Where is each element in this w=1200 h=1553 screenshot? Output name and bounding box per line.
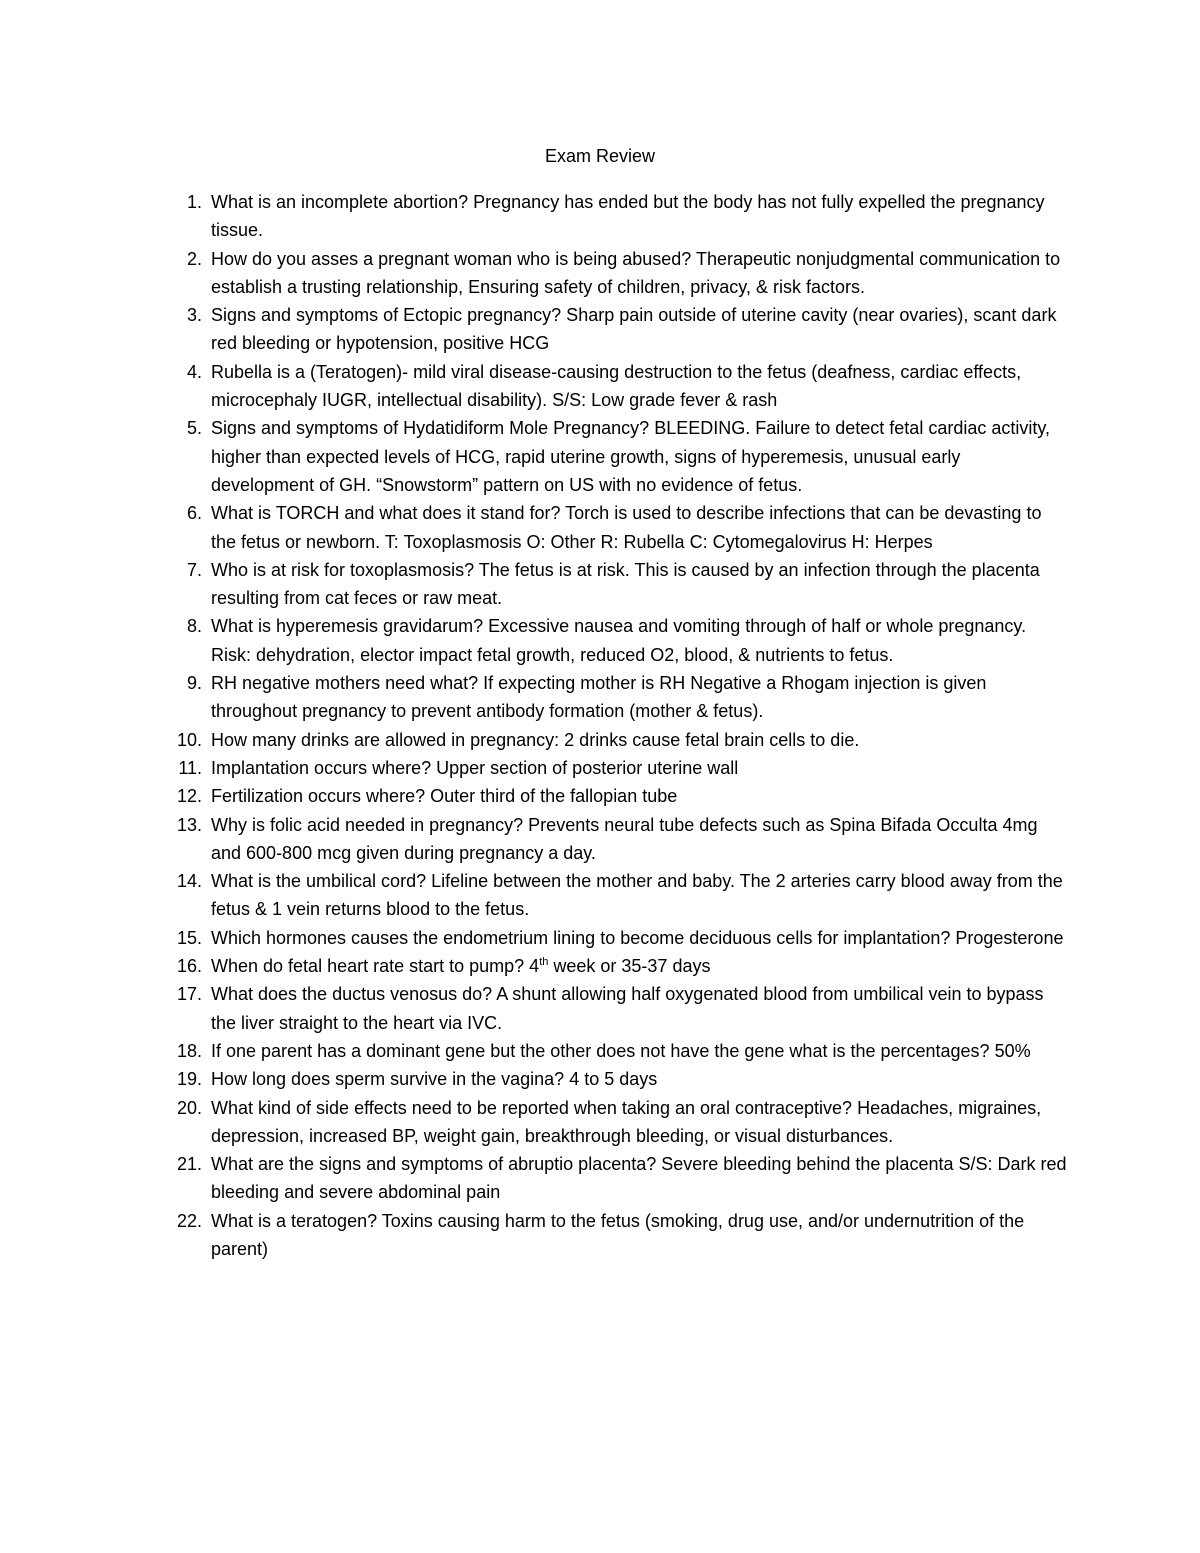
list-item-number: 22.: [176, 1210, 202, 1231]
list-item-text: What is an incomplete abortion? Pregnancy has ended but the body has not fully expelled the pregnancy tissue.: [211, 192, 1045, 241]
list-item: [168, 1094, 1068, 1151]
list-item-number: 1.: [186, 192, 202, 212]
list-item: [168, 1207, 1068, 1264]
list-item-number: 5.: [186, 418, 202, 439]
list-item-text-before: When do fetal heart rate start to pump? 4: [211, 956, 540, 977]
list-item-number: 20.: [176, 1097, 202, 1118]
list-item: [168, 612, 1068, 669]
list-item-text: How many drinks are allowed in pregnancy: 2 drinks cause fetal brain cells to die.: [211, 729, 860, 750]
list-item: [168, 358, 1068, 415]
list-item-text: What are the signs and symptoms of abruptio placenta? Severe bleeding behind the placenta S/S: Dark red bleeding and severe abdominal pain: [211, 1154, 1067, 1203]
list-item-text: How do you asses a pregnant woman who is being abused? Therapeutic nonjudgmental communication to establish a trusting relationship, Ensuring safety of children, privacy, & risk factors.: [211, 248, 1061, 297]
list-item: [168, 1037, 1068, 1065]
list-item-text: What is hyperemesis gravidarum? Excessive nausea and vomiting through of half or whole pregnancy. Risk: dehydration, elector impact fetal growth, reduced O2, blood, & nutrients to fetus.: [211, 616, 1027, 665]
list-item-number: 4.: [186, 361, 202, 382]
list-item-number: 12.: [176, 786, 202, 807]
list-item: [168, 188, 1068, 245]
list-item-number: 14.: [176, 871, 202, 892]
list-item-number: 15.: [176, 927, 202, 948]
list-item: [168, 669, 1068, 726]
list-item-text: Fertilization occurs where? Outer third of the fallopian tube: [211, 786, 678, 807]
page-title: Exam Review: [544, 146, 656, 166]
list-item: [168, 952, 1068, 980]
list-item: [168, 811, 1068, 868]
list-item-text: Who is at risk for toxoplasmosis? The fetus is at risk. This is caused by an infection through the placenta resulting from cat feces or raw meat.: [211, 559, 1040, 609]
list-item-number: 18.: [176, 1040, 202, 1061]
list-item-text: Rubella is a (Teratogen)- mild viral disease-causing destruction to the fetus (deafness, cardiac effects, microcephaly IUGR, intellectual disability). S/S: Low grade fever & rash: [211, 361, 1022, 411]
list-item-text-after: week or 35-37 days: [548, 956, 711, 977]
list-item: [168, 924, 1068, 952]
list-item-number: 13.: [176, 814, 202, 835]
list-item-text: RH negative mothers need what? If expecting mother is RH Negative a Rhogam injection is given throughout pregnancy to prevent antibody formation (mother & fetus).: [211, 673, 987, 722]
list-item: [168, 1065, 1068, 1093]
list-item: [168, 754, 1068, 782]
list-item-text: Which hormones causes the endometrium lining to become deciduous cells for implantation? Progesterone: [211, 927, 1064, 948]
list-item: [168, 556, 1068, 613]
list-item: [168, 414, 1068, 499]
list-item-text: What kind of side effects need to be reported when taking an oral contraceptive? Headaches, migraines, depression, increased BP, weight gain, breakthrough bleeding, or visual disturbances.: [211, 1097, 1042, 1146]
list-item-number: 16.: [176, 956, 202, 977]
list-item-number: 7.: [186, 559, 202, 580]
list-item: [168, 301, 1068, 358]
list-item: [168, 782, 1068, 810]
list-item: [168, 245, 1068, 302]
list-item-text: Why is folic acid needed in pregnancy? Prevents neural tube defects such as Spina Bifada Occulta 4mg and 600-800 mcg given during pregnancy a day.: [211, 814, 1038, 863]
list-item-number: 3.: [186, 305, 202, 326]
list-item-text: What is the umbilical cord? Lifeline between the mother and baby. The 2 arteries carry blood away from the fetus & 1 vein returns blood to the fetus.: [211, 871, 1063, 920]
list-item-number: 2.: [186, 248, 202, 269]
list-item-number: 9.: [186, 673, 202, 694]
list-item-text: Implantation occurs where? Upper section of posterior uterine wall: [211, 757, 739, 778]
list-item-number: 10.: [176, 729, 202, 750]
list-item-text: What does the ductus venosus do? A shunt allowing half oxygenated blood from umbilical vein to bypass the liver straight to the heart via IVC.: [211, 984, 1044, 1033]
list-item: [168, 726, 1068, 754]
list-item-number: 21.: [176, 1154, 202, 1175]
list-item: [168, 1150, 1068, 1207]
list-item-number: 8.: [186, 616, 202, 637]
list-item: [168, 980, 1068, 1037]
list-item-number: 6.: [186, 503, 202, 524]
list-item: [168, 867, 1068, 924]
list-item-text: What is a teratogen? Toxins causing harm to the fetus (smoking, drug use, and/or undernutrition of the parent): [211, 1210, 1025, 1259]
list-item-text: Signs and symptoms of Hydatidiform Mole Pregnancy? BLEEDING. Failure to detect fetal cardiac activity, higher than expected levels of HCG, rapid uterine growth, signs of hyperemesis, unusual early development of GH. “Snowstorm” pattern on US with no evidence of fetus.: [211, 418, 1051, 495]
list-item: [168, 499, 1068, 556]
list-item-number: 19.: [176, 1069, 202, 1090]
list-item-text: If one parent has a dominant gene but the other does not have the gene what is the percentages? 50%: [211, 1040, 1031, 1061]
list-item-text: [202, 952, 1068, 980]
list-item-text: What is TORCH and what does it stand for? Torch is used to describe infections that can be devasting to the fetus or newborn. T: Toxoplasmosis O: Other R: Rubella C: Cytomegalovirus H: Herpes: [211, 503, 1042, 552]
ordinal-suffix: th: [539, 956, 549, 969]
list-item-text: Signs and symptoms of Ectopic pregnancy? Sharp pain outside of uterine cavity (near ovaries), scant dark red bleeding or hypotension, positive HCG: [211, 305, 1057, 354]
exam-question-list: [168, 188, 1068, 1263]
list-item-number: 11.: [178, 757, 202, 778]
list-item-number: 17.: [176, 984, 202, 1005]
list-item-text: How long does sperm survive in the vagina? 4 to 5 days: [211, 1069, 658, 1090]
